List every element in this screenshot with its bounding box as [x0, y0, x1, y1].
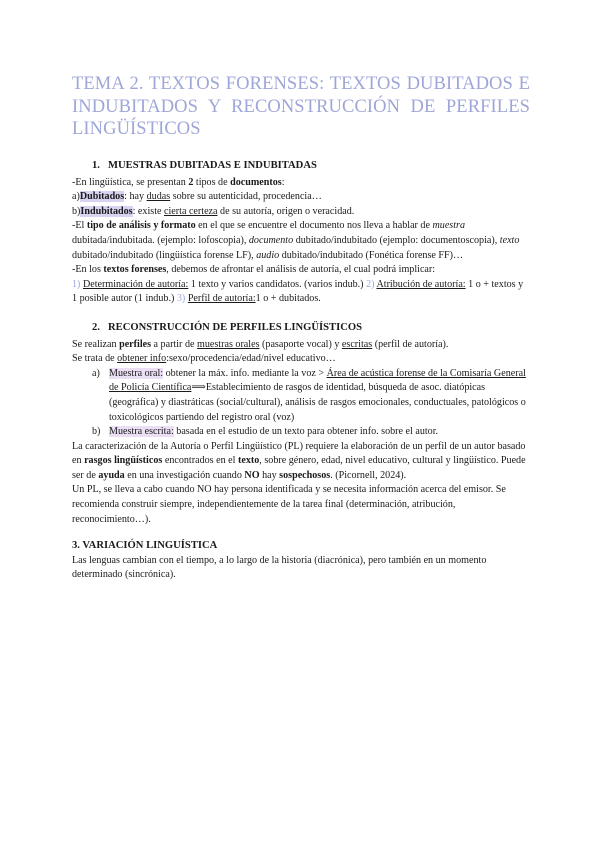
paragraph-tipo-analisis: -El tipo de análisis y formato en el que se encuentre el documento nos lleva a hablar de muestra dubitada/indubitada. (ejemplo: lofoscopia), documento dubitado/indubitado (ejemplo: documentoscopia), texto dubitado/indubitado (lingüística forense LF), audio dubitado/indubitado (Fonética forense FF)… — [72, 220, 520, 261]
paragraph-intro: -En lingüística, se presentan 2 tipos de documentos: — [72, 176, 285, 188]
item-dubitados: a)Dubitados: hay dudas sobre su autenticidad, procedencia… — [72, 191, 322, 203]
section-2-heading: 2. RECONSTRUCCIÓN DE PERFILES LINGÜÍSTICOS — [92, 321, 363, 333]
page-title: TEMA 2. TEXTOS FORENSES: TEXTOS DUBITADOS E INDUBITADOS Y RECONSTRUCCIÓN DE PERFILES LINGÜÍSTICOS — [72, 74, 530, 139]
paragraph-variacion: Las lenguas cambian con el tiempo, a lo largo de la historia (diacrónica), pero también en un momento determinado (sincrónica). — [72, 554, 487, 581]
list-item-muestra-escrita: b) Muestra escrita: basada en el estudio de un texto para obtener info. sobre el autor. — [92, 426, 439, 438]
paragraph-pl: Un PL, se lleva a cabo cuando NO hay persona identificada y se necesita información acerca del emisor. Se recomienda construir siempre, independientemente de la tarea final (determinación, atribución, reconocimiento…). — [72, 484, 506, 525]
section-3-heading: 3. VARIACIÓN LINGUÍSTICA — [72, 540, 218, 552]
paragraph-obtener-info: Se trata de obtener info:sexo/procedencia/edad/nivel educativo… — [72, 353, 336, 365]
paragraph-perfiles: Se realizan perfiles a partir de muestras orales (pasaporte vocal) y escritas (perfil de autoría). — [72, 338, 449, 350]
paragraph-caracterizacion: La caracterización de la Autoría o Perfil Lingüístico (PL) requiere la elaboración de un perfil de un autor basado en rasgos lingüísticos encontrados en el texto, sobre género, edad, nivel educativo, cultural y lingüístico. Puede ser de ayuda en una investigación cuando NO hay sospechosos. (Picornell, 2024). — [72, 440, 526, 481]
list-item-muestra-oral: a) Muestra oral: obtener la máx. info. mediante la voz > Área de acústica forense de la Comisaría General de Policía Científica⟹Establecimiento de rasgos de identidad, búsqueda de asoc. diatópicas (geográfica) y diastráticas (social/cultural), análisis de rasgos emocionales, conductuales, patológicos o toxicológicos partiendo del registro oral (voz) — [92, 367, 526, 423]
paragraph-autoria: 1) Determinación de autoría: 1 texto y varios candidatos. (varios indub.) 2) Atribución de autoría: 1 o + textos y 1 posible autor (1 indub.) 3) Perfil de autoría:1 o + dubitados. — [72, 278, 524, 305]
document-body — [72, 159, 530, 583]
paragraph-textos-forenses: -En los textos forenses, debemos de afrontar el análisis de autoría, el cual podrá implicar: — [72, 264, 436, 276]
section-1-heading: 1. MUESTRAS DUBITADAS E INDUBITADAS — [92, 160, 317, 171]
item-indubitados: b)Indubitados: existe cierta certeza de su autoría, origen o veracidad. — [72, 205, 355, 217]
